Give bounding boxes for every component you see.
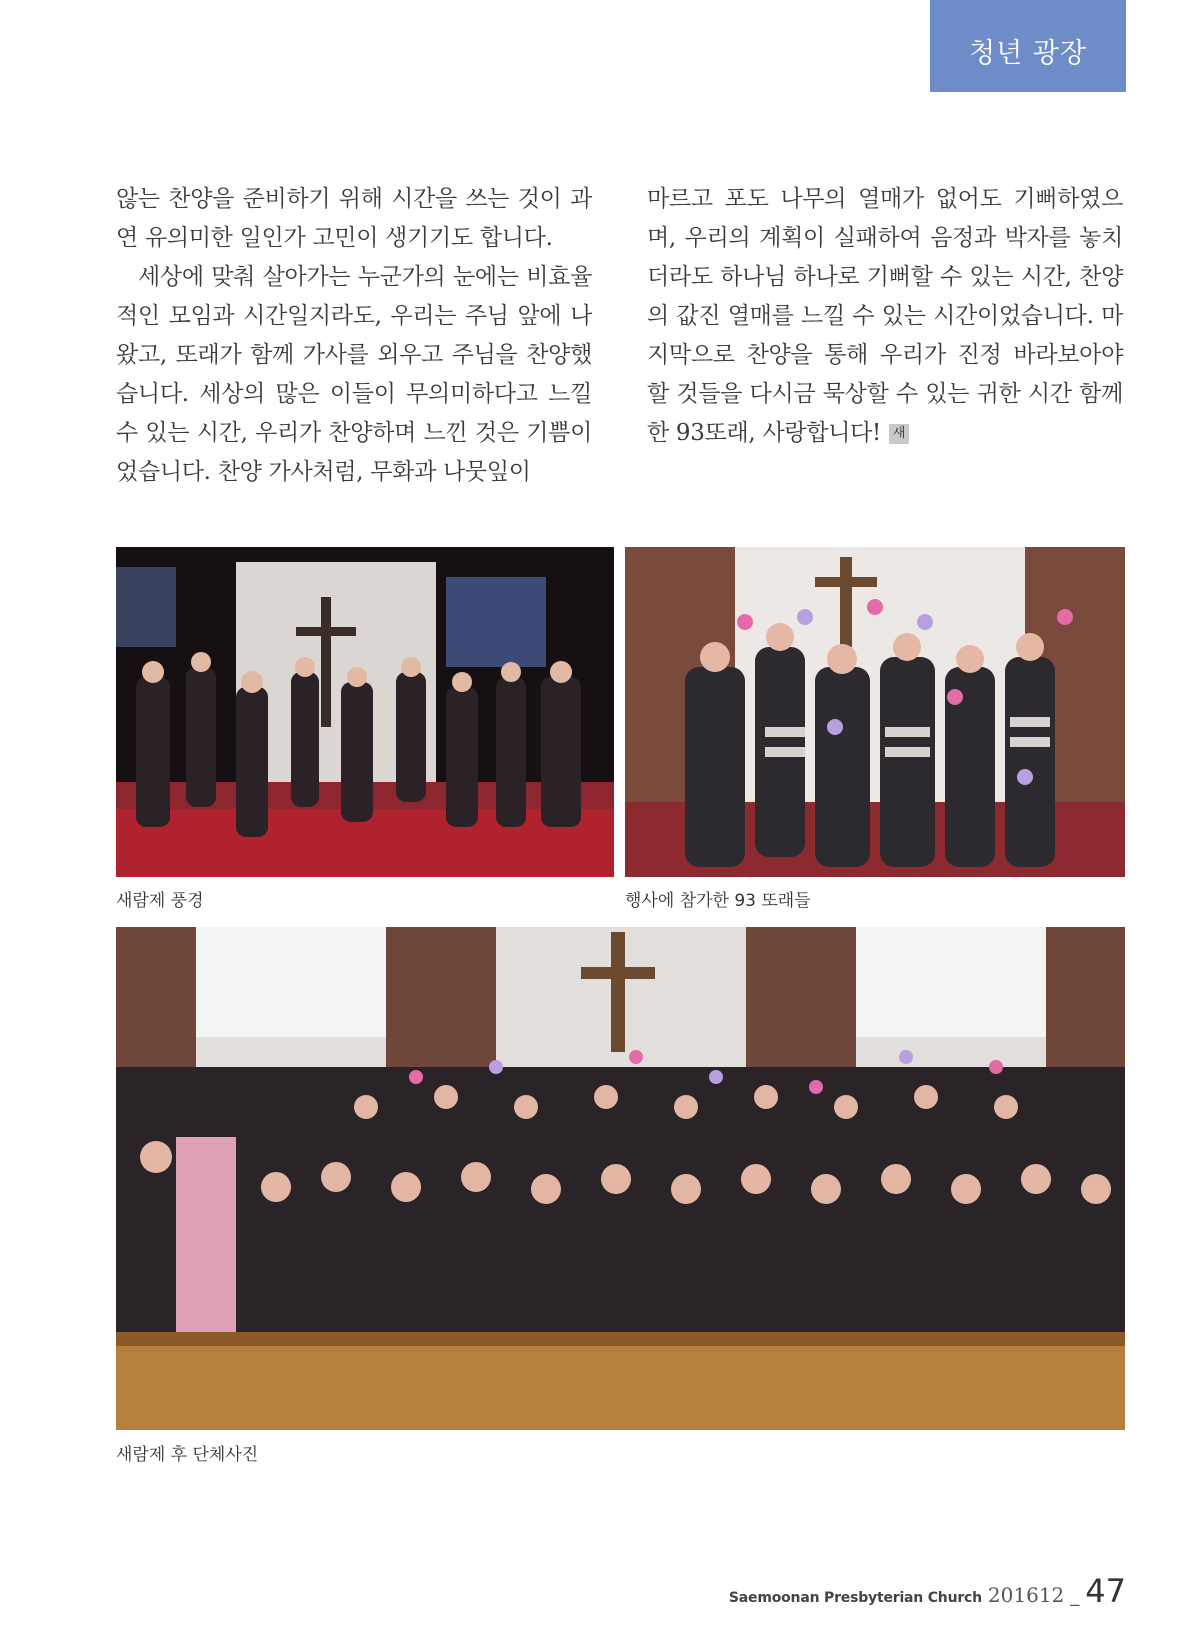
footer-issue: 201612 [987, 1583, 1065, 1607]
page-number: 47 [1085, 1572, 1126, 1610]
section-label: 청년 광장 [969, 37, 1087, 69]
article-paragraph: 세상에 맞춰 살아가는 누군가의 눈에는 비효율적인 모임과 시간일지라도, 우리는 주님 앞에 나왔고, 또래가 함께 가사를 외우고 주님을 찬양했습니다. 세상의 많은 이들이 무의미하다고 느낄 수 있는 시간, 우리가 찬양하며 느낀 것은 기쁨이었습니다. 찬양 가사처럼, 무화과 나뭇잎이 [116, 264, 592, 485]
article-paragraph-text: 마르고 포도 나무의 열매가 없어도 기뻐하였으며, 우리의 계획이 실패하여 음정과 박자를 놓치더라도 하나님 하나로 기뻐할 수 있는 시간, 찬양의 값진 열매를 느낄 수 있는 시간이었습니다. 마지막으로 찬양을 통해 우리가 진정 바라보아야 할 것들을 다시금 묵상할 수 있는 귀한 시간 함께한 93또래, 사랑합니다! [647, 186, 1123, 446]
photo-caption: 행사에 참가한 93 또래들 [625, 891, 811, 911]
photo-caption: 새람제 풍경 [116, 891, 204, 911]
photo-peer-group [625, 547, 1125, 877]
photo-group-after-event [116, 927, 1125, 1430]
article-paragraph [647, 180, 1123, 453]
article-column-right [647, 180, 1123, 453]
footer-separator: _ [1070, 1586, 1080, 1607]
photo-caption: 새람제 후 단체사진 [116, 1445, 259, 1465]
page-footer [729, 1572, 1126, 1610]
footer-church-name: Saemoonan Presbyterian Church [728, 1590, 982, 1606]
article-column-left [116, 180, 592, 492]
end-mark-icon: 새 [889, 424, 909, 444]
photo-stage-performance [116, 547, 614, 877]
section-tab [930, 0, 1126, 92]
article-paragraph: 않는 찬양을 준비하기 위해 시간을 쓰는 것이 과연 유의미한 일인가 고민이 생기기도 합니다. [116, 186, 592, 251]
